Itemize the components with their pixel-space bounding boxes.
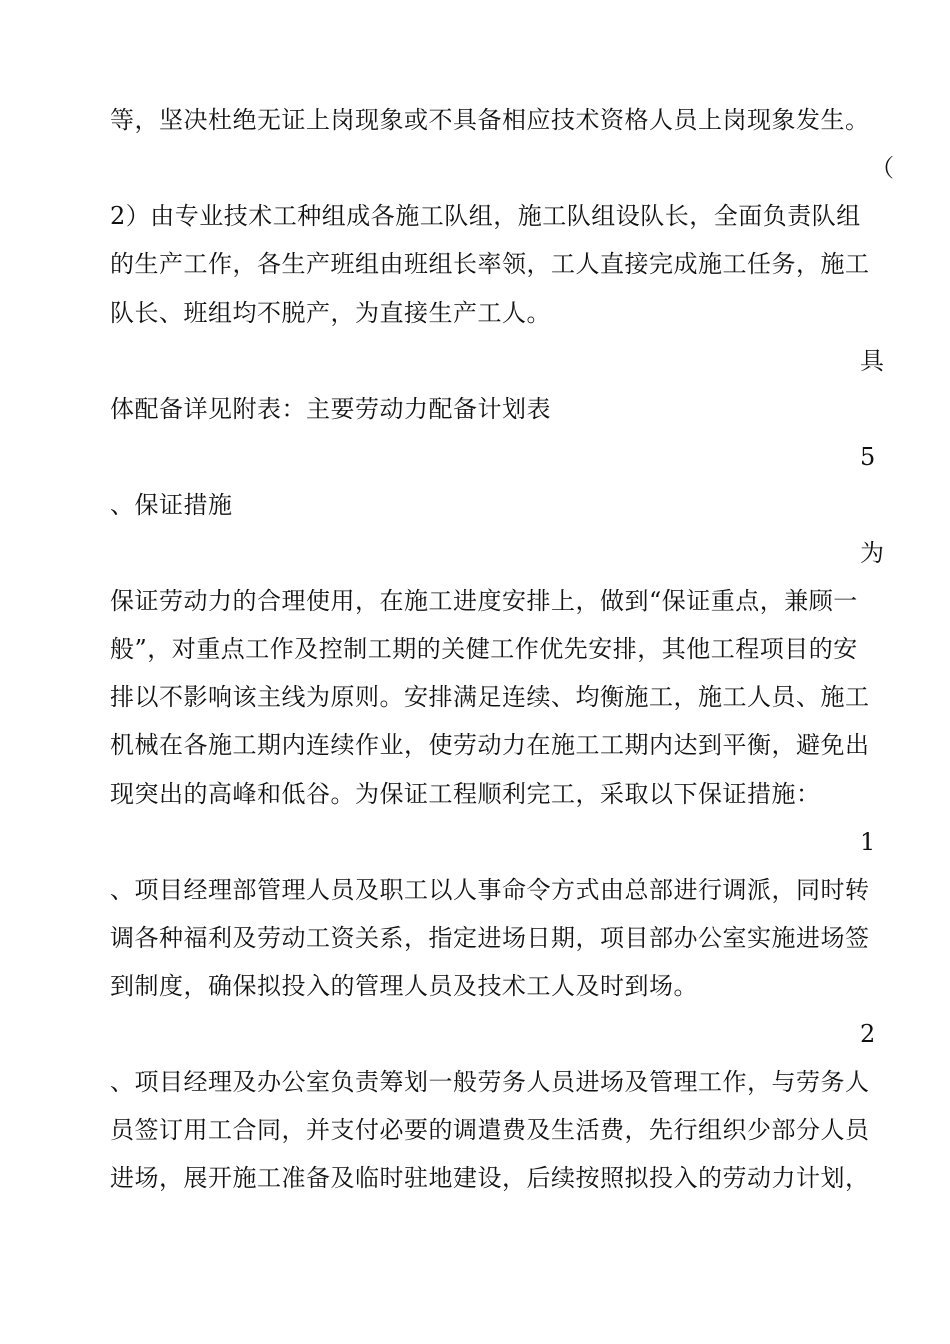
section-heading: 、保证措施 <box>110 491 233 519</box>
body-text-line: 到制度，确保拟投入的管理人员及技术工人及时到场。 <box>110 972 698 1000</box>
body-text-line: 机械在各施工期内连续作业，使劳动力在施工工期内达到平衡，避免出 <box>110 731 870 759</box>
body-text-line: 2）由专业技术工种组成各施工队组，施工队组设队长，全面负责队组 <box>110 202 861 230</box>
open-paren-marker: （ <box>870 154 894 182</box>
body-text-line: 进场，展开施工准备及临时驻地建设，后续按照拟投入的劳动力计划， <box>110 1164 870 1192</box>
body-text-line: 般”，对重点工作及控制工期的关健工作优先安排，其他工程项目的安 <box>110 635 858 663</box>
body-text-line: 现突出的高峰和低谷。为保证工程顺利完工，采取以下保证措施： <box>110 780 821 808</box>
item-number: 1 <box>860 828 876 856</box>
body-text-line: 体配备详见附表：主要劳动力配备计划表 <box>110 395 551 423</box>
body-text-line: 排以不影响该主线为原则。安排满足连续、均衡施工，施工人员、施工 <box>110 683 870 711</box>
body-text-line: 的生产工作，各生产班组由班组长率领，工人直接完成施工任务，施工 <box>110 250 870 278</box>
body-text-line: 等，坚决杜绝无证上岗现象或不具备相应技术资格人员上岗现象发生。 <box>110 106 870 134</box>
item-number: 2 <box>860 1020 876 1048</box>
line-start-fragment: 具 <box>860 347 884 375</box>
body-text-line: 保证劳动力的合理使用，在施工进度安排上，做到“保证重点，兼顾一 <box>110 587 858 615</box>
body-text-line: 员签订用工合同，并支付必要的调遣费及生活费，先行组织少部分人员 <box>110 1116 870 1144</box>
line-start-fragment: 为 <box>860 539 884 567</box>
body-text-line: 、项目经理部管理人员及职工以人事命令方式由总部进行调派，同时转 <box>110 876 870 904</box>
body-text-line: 调各种福利及劳动工资关系，指定进场日期，项目部办公室实施进场签 <box>110 924 870 952</box>
body-text-line: 、项目经理及办公室负责筹划一般劳务人员进场及管理工作，与劳务人 <box>110 1068 870 1096</box>
section-number: 5 <box>860 443 876 471</box>
body-text-line: 队长、班组均不脱产，为直接生产工人。 <box>110 299 551 327</box>
